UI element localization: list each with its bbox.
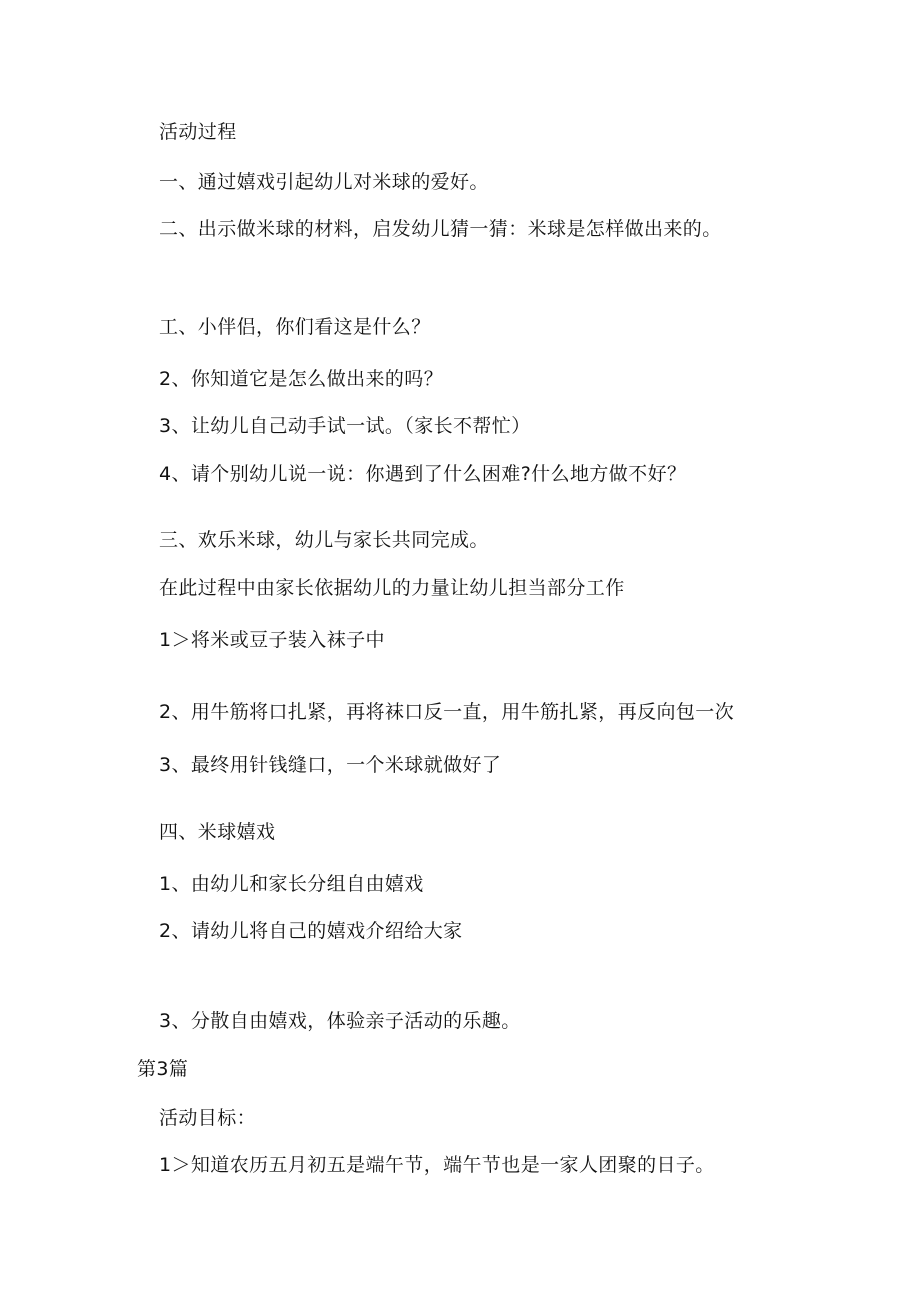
goal-1: 1＞知道农历五月初五是端午节，端午节也是一家人团聚的日子。	[159, 1154, 715, 1176]
making-step-2: 2、用牛筋将口扎紧，再将袜口反一直，用牛筋扎紧，再反向包一次	[159, 701, 735, 723]
substep-2: 2、你知道它是怎么做出来的吗？	[159, 368, 444, 390]
substep-1: 工、小伴侣，你们看这是什么？	[159, 316, 431, 338]
step-three: 三、欢乐米球，幼儿与家长共同完成。	[159, 529, 489, 551]
game-step-3: 3、分散自由嬉戏，体验亲子活动的乐趣。	[159, 1010, 521, 1032]
activity-goals-heading: 活动目标：	[159, 1107, 257, 1129]
substep-4: 4、请个别幼儿说一说：你遇到了什么困难?什么地方做不好？	[159, 463, 687, 485]
game-step-2: 2、请幼儿将自己的嬉戏介绍给大家	[159, 920, 463, 942]
step-one: 一、通过嬉戏引起幼儿对米球的爱好。	[159, 171, 489, 193]
game-step-1: 1、由幼儿和家长分组自由嬉戏	[159, 873, 424, 895]
step-two: 二、出示做米球的材料，启发幼儿猜一猜：米球是怎样做出来的。	[159, 218, 722, 240]
step-four: 四、米球嬉戏	[159, 821, 276, 843]
step-three-description: 在此过程中由家长依据幼儿的力量让幼儿担当部分工作	[159, 577, 625, 599]
section-heading-activity-process: 活动过程	[159, 121, 237, 143]
substep-3: 3、让幼儿自己动手试一试。（家长不帮忙）	[159, 415, 531, 437]
article-heading: 第3篇	[137, 1058, 189, 1080]
making-step-3: 3、最终用针钱缝口，一个米球就做好了	[159, 754, 502, 776]
making-step-1: 1＞将米或豆子装入袜子中	[159, 629, 385, 651]
